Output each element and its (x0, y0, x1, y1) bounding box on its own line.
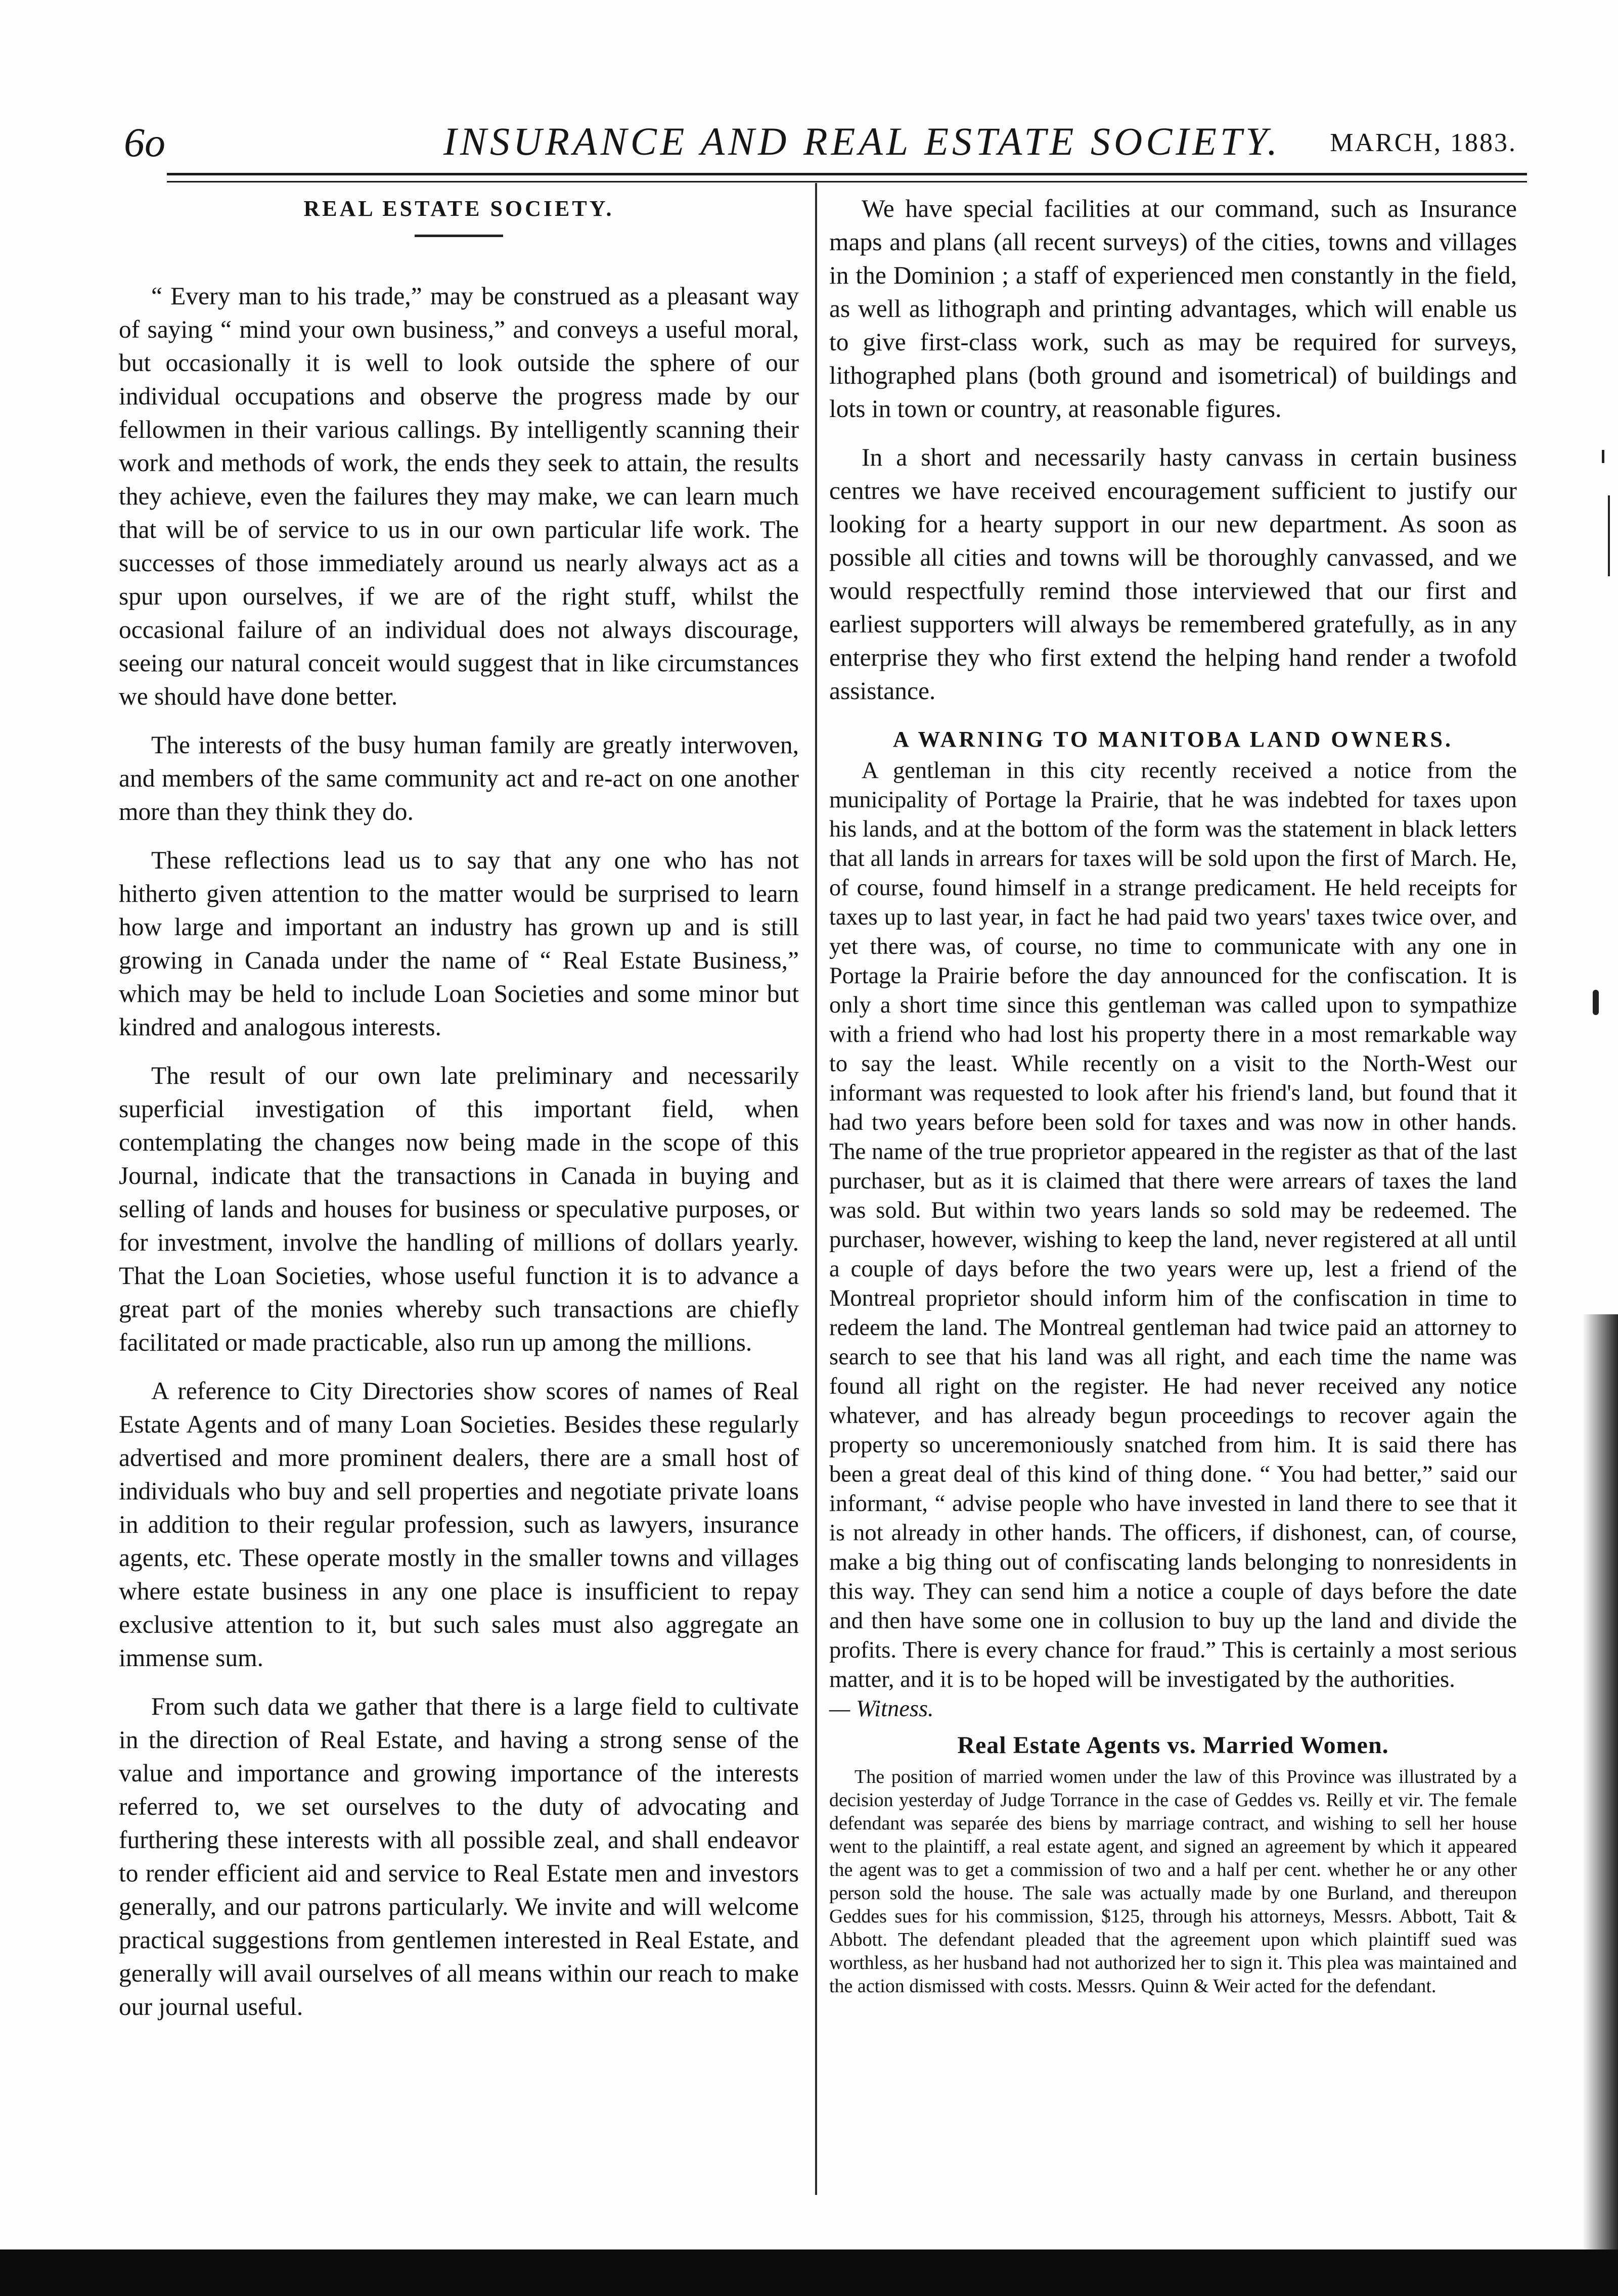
paragraph: “ Every man to his trade,” may be construed as a pleasant way of saying “ mind your own business,” and conveys a useful moral, but occasionally it is well to look outside the sphere of our individual occupations and observe the progress made by our fellowmen in their various callings. By intelligently scanning their work and methods of work, the ends they seek to attain, the results they achieve, even the failures they may make, we can learn much that will be of service to us in our own particular life work. The successes of those immediately around us nearly always act as a spur upon ourselves, if we are of the right stuff, whilst the occasional failure of an individual does not always discourage, seeing our natural conceit would suggest that in like circumstances we should have done better. (119, 282, 799, 710)
header-rule-thick (167, 173, 1527, 175)
warning-article (829, 756, 1517, 1724)
header-rule-thin (167, 181, 1527, 182)
paragraph: These reflections lead us to say that any one who has not hitherto given attention to the matter would be surprised to learn how large and important an industry has grown up and is still growing in Canada under the name of “ Real Estate Business,” which may be held to include Loan Societies and some minor but kindred and analogous interests. (119, 846, 799, 1041)
paragraph: A gentleman in this city recently received a notice from the municipality of Portage la Prairie, that he was indebted for taxes upon his lands, and at the bottom of the form was the statement in black letters that all lands in arrears for taxes will be sold upon the first of March. He, of course, found himself in a strange predicament. He held receipts for taxes up to last year, in fact he had paid two years' taxes twice over, and yet there was, of course, no time to communicate with any one in Portage la Prairie before the day announced for the confiscation. It is only a short time since this gentleman was called upon to sympathize with a friend who had lost his property there in a most remarkable way to say the least. While recently on a visit to the North-West our informant was requested to look after his friend's land, but found that it had two years before been sold for taxes and was now in other hands. The name of the true proprietor appeared in the register as that of the last purchaser, but as it is claimed that there were arrears of taxes the land was sold. But within two years lands so sold may be redeemed. The purchaser, however, wishing to keep the land, never registered at all until a couple of days before the two years were up, lest a friend of the Montreal proprietor should inform him of the confiscation in time to redeem the land. The Montreal gentleman had twice paid an attorney to search to see that his land was all right, and each time the name was found all right on the register. He had never received any notice whatever, and has already begun proceedings to recover again the property so unceremoniously snatched from him. It is said there has been a great deal of this kind of thing done. “ You had better,” said our informant, “ advise people who have invested in land there to see that it is not already in other hands. The officers, if dishonest, can, of course, make a big thing out of confiscating lands belonging to nonresidents in this way. They can send him a notice a couple of days before the date and then have some one in collusion to buy up the land and divide the profits. There is every chance for fraud.” This is certainly a most serious matter, and it is to be hoped will be investigated by the authorities. (829, 758, 1517, 1692)
paragraph: From such data we gather that there is a large field to cultivate in the direction of Real Estate, and having a strong sense of the value and importance and growing importance of the interests referred to, we set ourselves to the duty of advocating and furthering these interests with all possible zeal, and shall endeavor to render efficient aid and service to Real Estate men and investors generally, and our patrons particularly. We invite and will welcome practical suggestions from gentlemen interested in Real Estate, and generally will avail ourselves of all means within our reach to make our journal useful. (119, 1692, 799, 2021)
agents-article (829, 1765, 1517, 1998)
paragraph: We have special facilities at our command, such as Insurance maps and plans (all recent surveys) of the cities, towns and villages in the Dominion ; a staff of experienced men constantly in the field, as well as lithograph and printing advantages, which will enable us to give first-class work, such as may be required for surveys, lithographed plans (both ground and isometrical) of buildings and lots in town or country, at reasonable figures. (829, 195, 1517, 423)
page-number: 6o (124, 119, 165, 165)
issue-date: MARCH, 1883. (1330, 128, 1517, 157)
section-heading-real-estate-society: REAL ESTATE SOCIETY. (303, 196, 614, 221)
section-heading-manitoba-warning: A WARNING TO MANITOBA LAND OWNERS. (892, 727, 1454, 752)
left-column (119, 192, 799, 2039)
section-heading-agents-married-women: Real Estate Agents vs. Married Women. (957, 1732, 1389, 1759)
margin-mark (1608, 495, 1610, 576)
right-column (829, 192, 1517, 1998)
paragraph: In a short and necessarily hasty canvass in certain business centres we have received encouragement sufficient to justify our looking for a hearty support in our new department. As soon as possible all cities and towns will be thoroughly canvassed, and we would respectfully remind those interviewed that our first and earliest supporters will always be remembered gratefully, as in any enterprise they who first extend the helping hand render a twofold assistance. (829, 443, 1517, 705)
paragraph: A reference to City Directories show scores of names of Real Estate Agents and of many Loan Societies. Besides these regularly advertised and more prominent dealers, there are a small host of individuals who buy and sell properties and negotiate private loans in addition to their regular profession, such as lawyers, insurance agents, etc. These operate mostly in the smaller towns and villages where estate business in any one place is insufficient to repay exclusive attention to it, but such sales must also aggregate an immense sum. (119, 1377, 799, 1672)
paragraph: The interests of the busy human family are greatly interwoven, and members of the same community act and re-act on one another more than they think they do. (119, 731, 799, 825)
scan-edge-shadow (1583, 1314, 1618, 2249)
running-head (124, 114, 1517, 169)
journal-title: INSURANCE AND REAL ESTATE SOCIETY. (443, 119, 1281, 163)
scan-bottom-edge (0, 2249, 1618, 2296)
margin-mark (1593, 990, 1599, 1015)
source-credit: — Witness. (829, 1696, 934, 1722)
paragraph: The position of married women under the law of this Province was illustrated by a decision yesterday of Judge Torrance in the case of Geddes vs. Reilly et vir. The female defendant was separée des biens by marriage contract, and wishing to sell her house went to the plaintiff, a real estate agent, and signed an agreement by which it appeared the agent was to get a commission of two and a half per cent. whether he or any other person sold the house. The sale was actually made by one Burland, and thereupon Geddes sues for his commission, $125, through his attorneys, Messrs. Abbott, Tait & Abbott. The defendant pleaded that the agreement upon which plaintiff sued was worthless, as her husband had not authorized her to sign it. This plea was maintained and the action dismissed with costs. Messrs. Quinn & Weir acted for the defendant. (829, 1766, 1517, 1997)
column-divider (815, 183, 817, 2195)
paragraph: The result of our own late preliminary and necessarily superficial investigation of this important field, when contemplating the changes now being made in the scope of this Journal, indicate that the transactions in Canada in buying and selling of lands and houses for business or speculative purposes, or for investment, involve the handling of millions of dollars yearly. That the Loan Societies, whose useful function it is to advance a great part of the monies whereby such transactions are chiefly facilitated or made practicable, also run up among the millions. (119, 1062, 799, 1356)
margin-mark (1602, 450, 1604, 463)
heading-rule (415, 235, 503, 237)
